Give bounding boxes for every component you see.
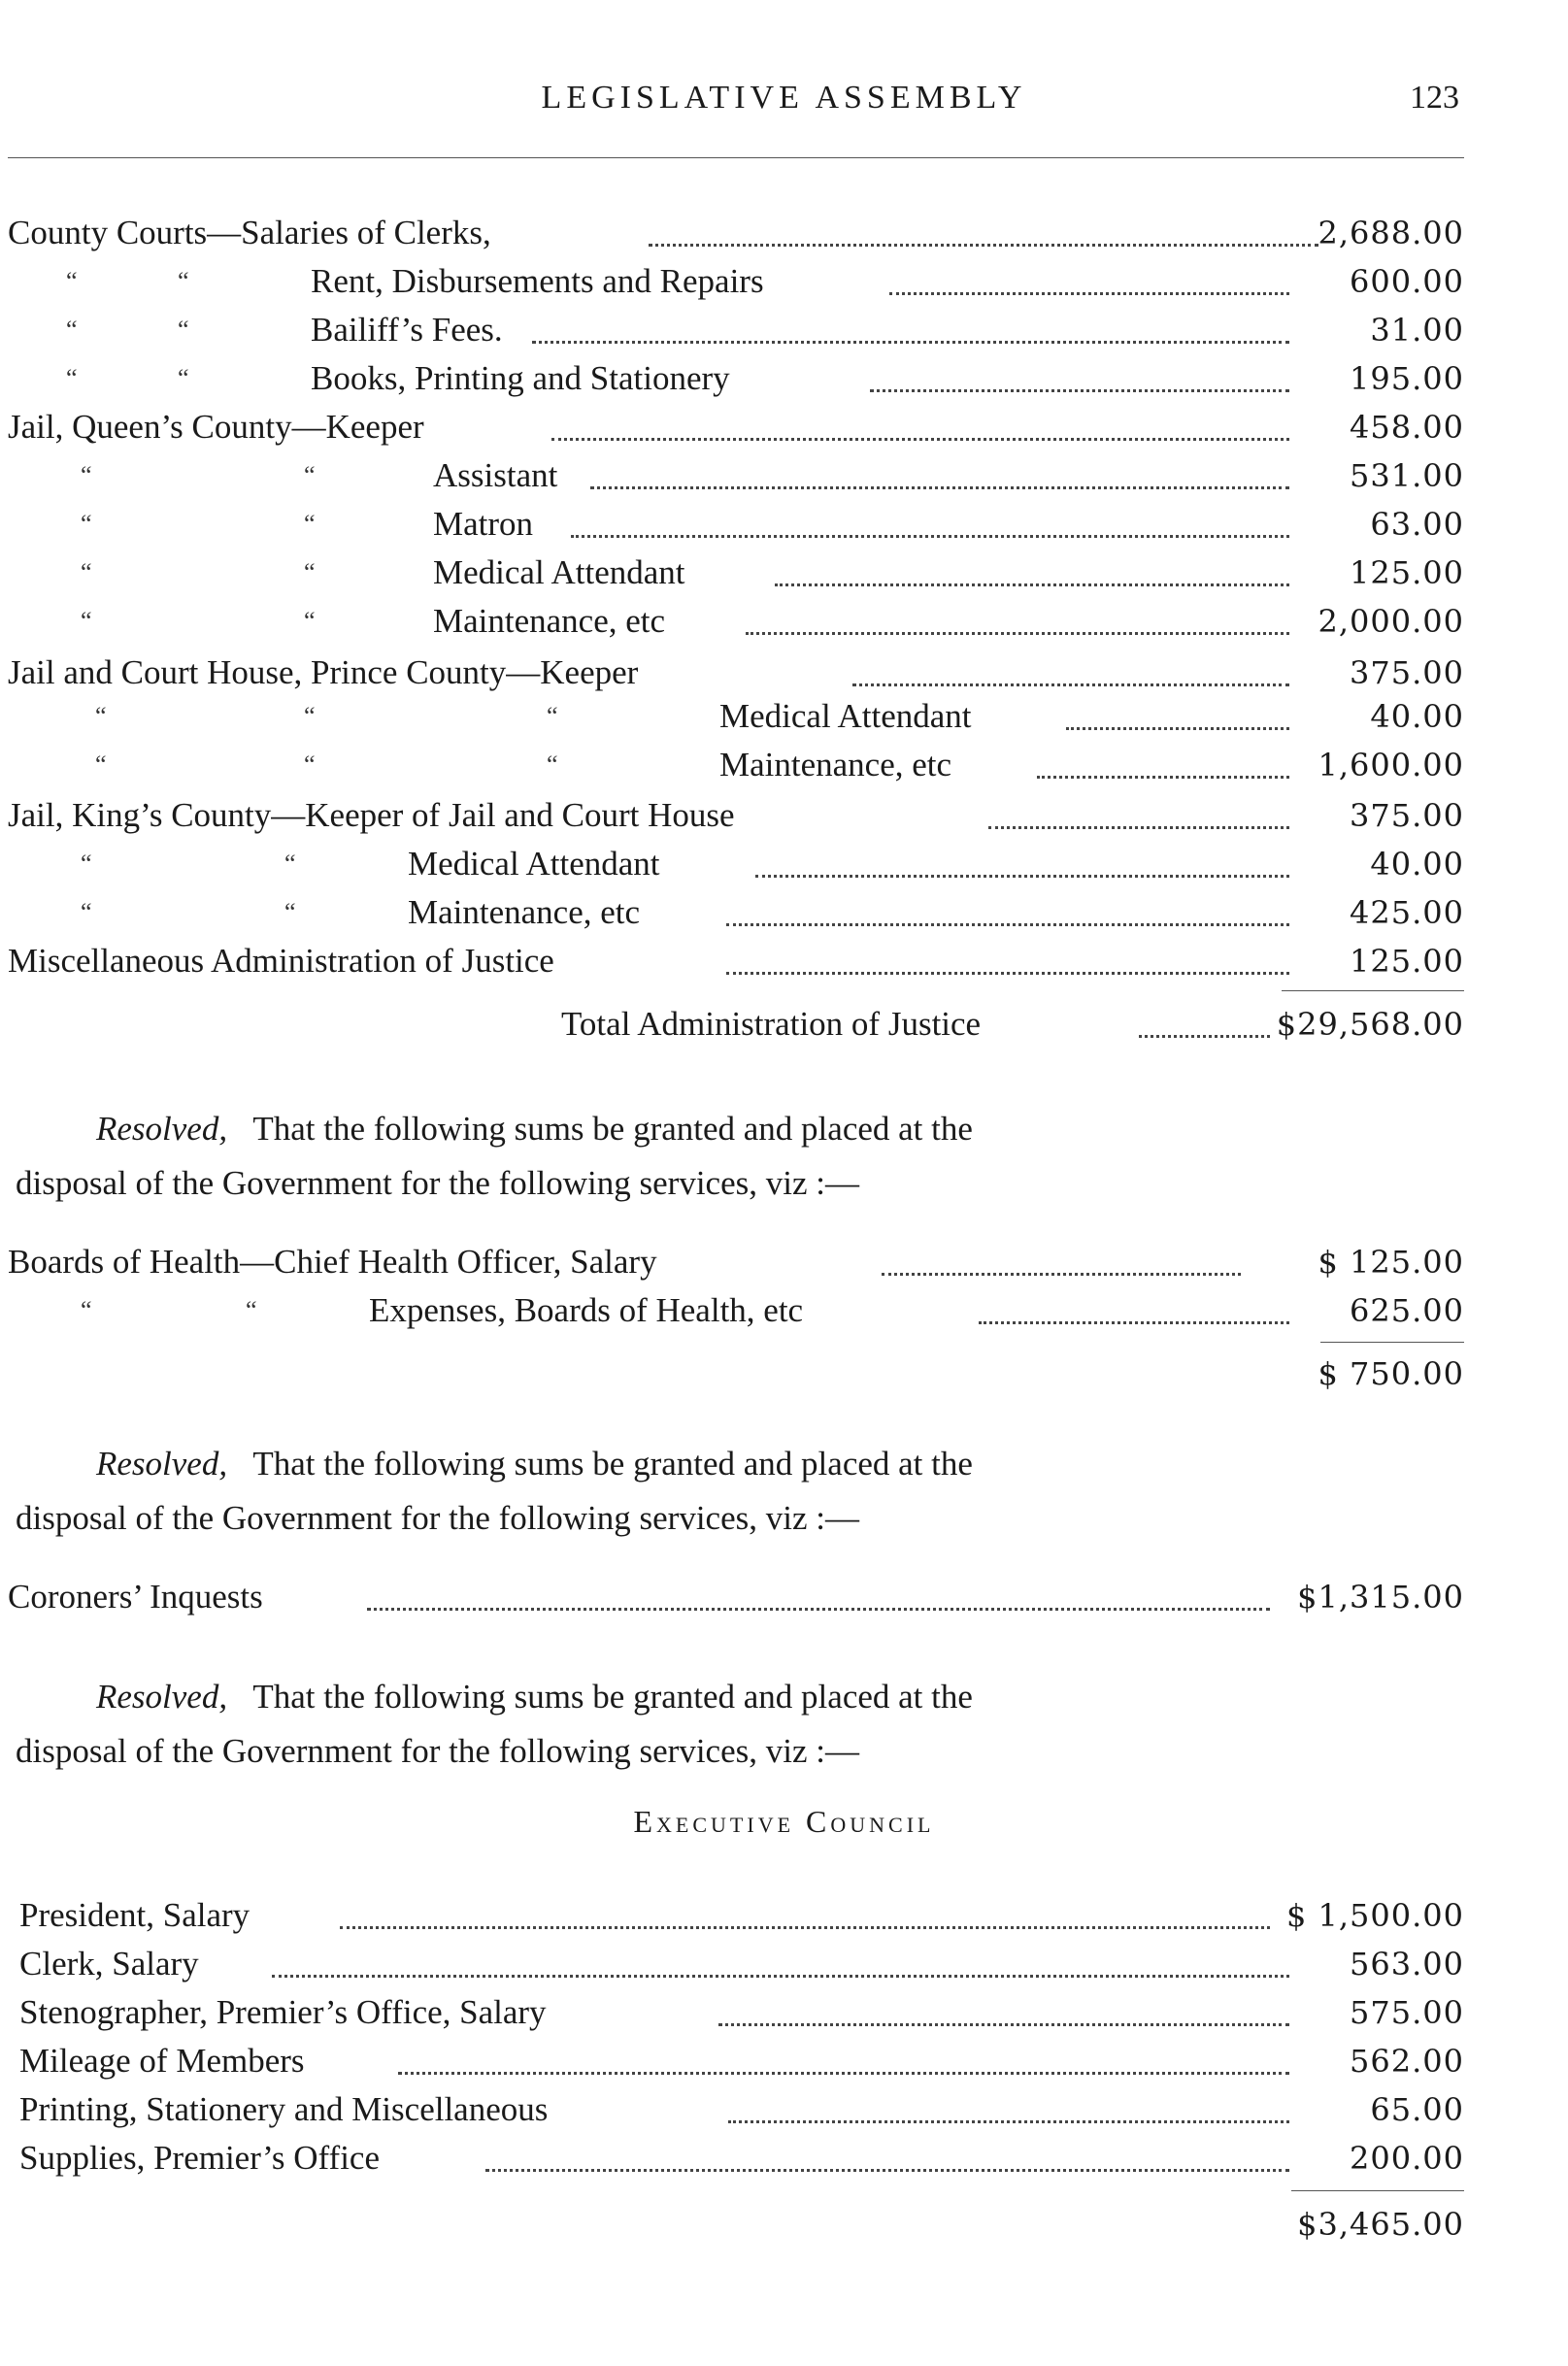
justice-row: “ “ Medical Attendant 40.00: [8, 840, 1464, 888]
justice-total-label: Total Administration of Justice: [561, 1000, 986, 1049]
page-title: LEGISLATIVE ASSEMBLY: [541, 80, 1027, 116]
justice-amount: 375.00: [1350, 654, 1464, 691]
justice-row: “ “ Bailiff’s Fees. 31.00: [8, 306, 1464, 354]
coroners-row: Coroners’ Inquests $1,315.00: [8, 1573, 1464, 1621]
justice-row: “ “ Assistant 531.00: [8, 451, 1464, 500]
subtotal-rule: [1282, 990, 1464, 991]
justice-amount: 425.00: [1350, 894, 1464, 931]
health-amount: $ 125.00: [1318, 1244, 1464, 1281]
executive-amount: 65.00: [1370, 2091, 1464, 2128]
justice-amount: 40.00: [1370, 846, 1464, 883]
health-row: Boards of Health—Chief Health Officer, Salary $ 125.00: [8, 1238, 1464, 1286]
justice-row: “ “ “ Maintenance, etc 1,600.00: [8, 741, 1464, 789]
subtotal-rule: [1291, 2190, 1464, 2191]
justice-amount: 63.00: [1370, 506, 1464, 543]
resolution-paragraph: Resolved, That the following sums be granted and placed at the disposal of the Government for the following services, viz :—: [16, 1110, 973, 1202]
page-number: 123: [1410, 80, 1459, 116]
justice-row: “ “ Medical Attendant 125.00: [8, 549, 1464, 597]
executive-amount: 562.00: [1350, 2043, 1464, 2080]
executive-total-row: [19, 2200, 1464, 2249]
executive-amount: $ 1,500.00: [1285, 1897, 1464, 1934]
justice-row: “ “ Rent, Disbursements and Repairs 600.00: [8, 257, 1464, 306]
section-title: Executive Council: [633, 1804, 935, 1839]
subtotal-rule: [1320, 1342, 1464, 1343]
health-amount: 625.00: [1350, 1292, 1464, 1329]
coroners-amount: $1,315.00: [1297, 1579, 1464, 1616]
justice-row: “ “ Maintenance, etc 2,000.00: [8, 597, 1464, 646]
justice-amount: 195.00: [1350, 360, 1464, 397]
justice-amount: 600.00: [1350, 263, 1464, 300]
justice-total-amount: $29,568.00: [1276, 1006, 1464, 1043]
executive-amount: 575.00: [1350, 1994, 1464, 2031]
executive-row: Printing, Stationery and Miscellaneous 65.00: [19, 2085, 1464, 2134]
justice-amount: 375.00: [1350, 797, 1464, 834]
health-row: “ “ Expenses, Boards of Health, etc 625.00: [8, 1286, 1464, 1335]
executive-total-amount: $3,465.00: [1297, 2206, 1464, 2243]
justice-total-row: [8, 1000, 1464, 1049]
executive-row: Supplies, Premier’s Office 200.00: [19, 2134, 1464, 2183]
justice-amount: 2,688.00: [1318, 215, 1464, 251]
running-head: [0, 80, 1568, 126]
executive-amount: 563.00: [1350, 1946, 1464, 1983]
executive-row: Mileage of Members 562.00: [19, 2037, 1464, 2085]
justice-row: “ “ Matron 63.00: [8, 500, 1464, 549]
executive-amount: 200.00: [1350, 2140, 1464, 2177]
justice-row: “ “ Maintenance, etc 425.00: [8, 888, 1464, 937]
executive-row: Stenographer, Premier’s Office, Salary 575.00: [19, 1988, 1464, 2037]
justice-row: County Courts—Salaries of Clerks, 2,688.00: [8, 209, 1464, 257]
justice-amount: 1,600.00: [1318, 747, 1464, 783]
justice-amount: 31.00: [1370, 312, 1464, 349]
resolution-paragraph: Resolved, That the following sums be granted and placed at the disposal of the Government for the following services, viz :—: [16, 1445, 973, 1537]
health-total-row: [8, 1350, 1464, 1398]
executive-row: President, Salary $ 1,500.00: [19, 1891, 1464, 1940]
justice-row: “ “ “ Medical Attendant 40.00: [8, 692, 1464, 741]
resolution-paragraph: Resolved, That the following sums be granted and placed at the disposal of the Government for the following services, viz :—: [16, 1678, 973, 1770]
header-rule: [8, 157, 1464, 158]
justice-row: Miscellaneous Administration of Justice 125.00: [8, 937, 1464, 985]
justice-amount: 2,000.00: [1318, 603, 1464, 640]
justice-amount: 125.00: [1350, 554, 1464, 591]
justice-row: Jail, Queen’s County—Keeper 458.00: [8, 403, 1464, 451]
justice-amount: 40.00: [1370, 698, 1464, 735]
justice-amount: 531.00: [1350, 457, 1464, 494]
justice-amount: 458.00: [1350, 409, 1464, 446]
justice-amount: 125.00: [1350, 943, 1464, 980]
justice-row: “ “ Books, Printing and Stationery 195.00: [8, 354, 1464, 403]
justice-row: Jail and Court House, Prince County—Keeper 375.00: [8, 649, 1464, 697]
executive-row: Clerk, Salary 563.00: [19, 1940, 1464, 1988]
health-total-amount: $ 750.00: [1318, 1355, 1464, 1392]
justice-row: Jail, King’s County—Keeper of Jail and Court House 375.00: [8, 791, 1464, 840]
